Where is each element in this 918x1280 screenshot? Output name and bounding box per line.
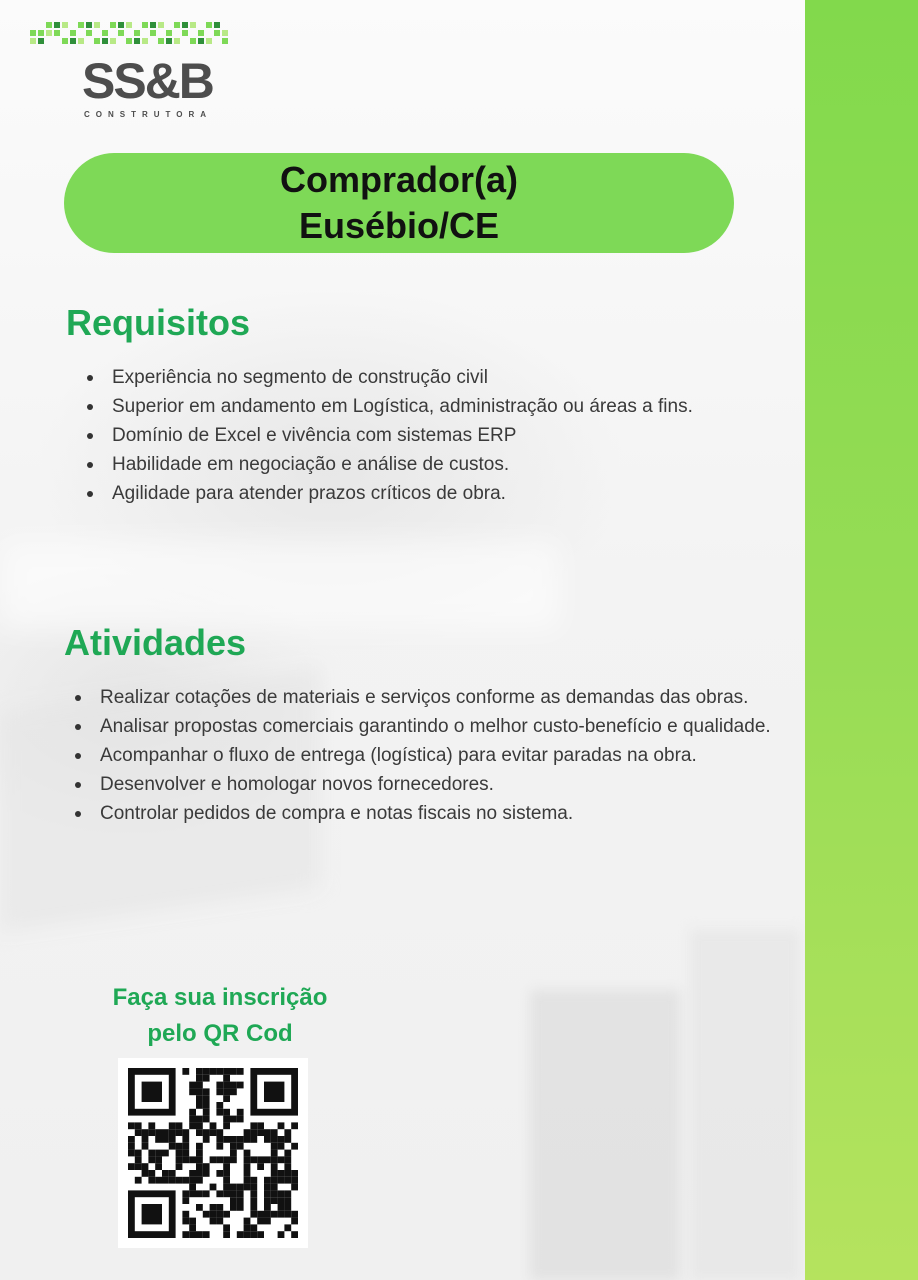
logo-pixel-pattern-icon: [30, 22, 235, 52]
list-item: Agilidade para atender prazos críticos de obra.: [84, 479, 774, 508]
logo-subtitle: CONSTRUTORA: [84, 110, 213, 119]
list-item: Realizar cotações de materiais e serviços conforme as demandas das obras.: [72, 683, 772, 712]
list-item: Domínio de Excel e vivência com sistemas ERP: [84, 421, 774, 450]
list-item: Acompanhar o fluxo de entrega (logística) para evitar paradas na obra.: [72, 741, 772, 770]
qr-code-icon: [118, 1058, 308, 1248]
list-item: Analisar propostas comerciais garantindo o melhor custo-benefício e qualidade.: [72, 712, 772, 741]
background-desk-leg: [530, 990, 680, 1280]
job-title-banner: [64, 153, 734, 253]
background-blur: [0, 540, 560, 630]
background-desk-leg: [690, 930, 800, 1280]
requirements-list: [84, 363, 774, 508]
green-side-bar: [805, 0, 918, 1280]
job-title: Comprador(a): [279, 159, 518, 200]
job-location: Eusébio/CE: [298, 205, 500, 246]
list-item: Controlar pedidos de compra e notas fiscais no sistema.: [72, 799, 772, 828]
qr-code[interactable]: [118, 1058, 308, 1248]
list-item: Superior em andamento em Logística, administração ou áreas a fins.: [84, 392, 774, 421]
cta-line-1: Faça sua inscrição: [112, 984, 328, 1011]
activities-list: [72, 683, 772, 828]
list-item: Habilidade em negociação e análise de custos.: [84, 450, 774, 479]
list-item: Desenvolver e homologar novos fornecedores.: [72, 770, 772, 799]
signup-call-to-action: [100, 980, 340, 1052]
list-item: Experiência no segmento de construção civil: [84, 363, 774, 392]
activities-heading: Atividades: [64, 622, 247, 663]
requirements-heading: Requisitos: [66, 302, 251, 343]
logo-text: SS&B: [82, 53, 213, 109]
company-logo: [30, 22, 235, 122]
cta-line-2: pelo QR Cod: [147, 1020, 293, 1047]
